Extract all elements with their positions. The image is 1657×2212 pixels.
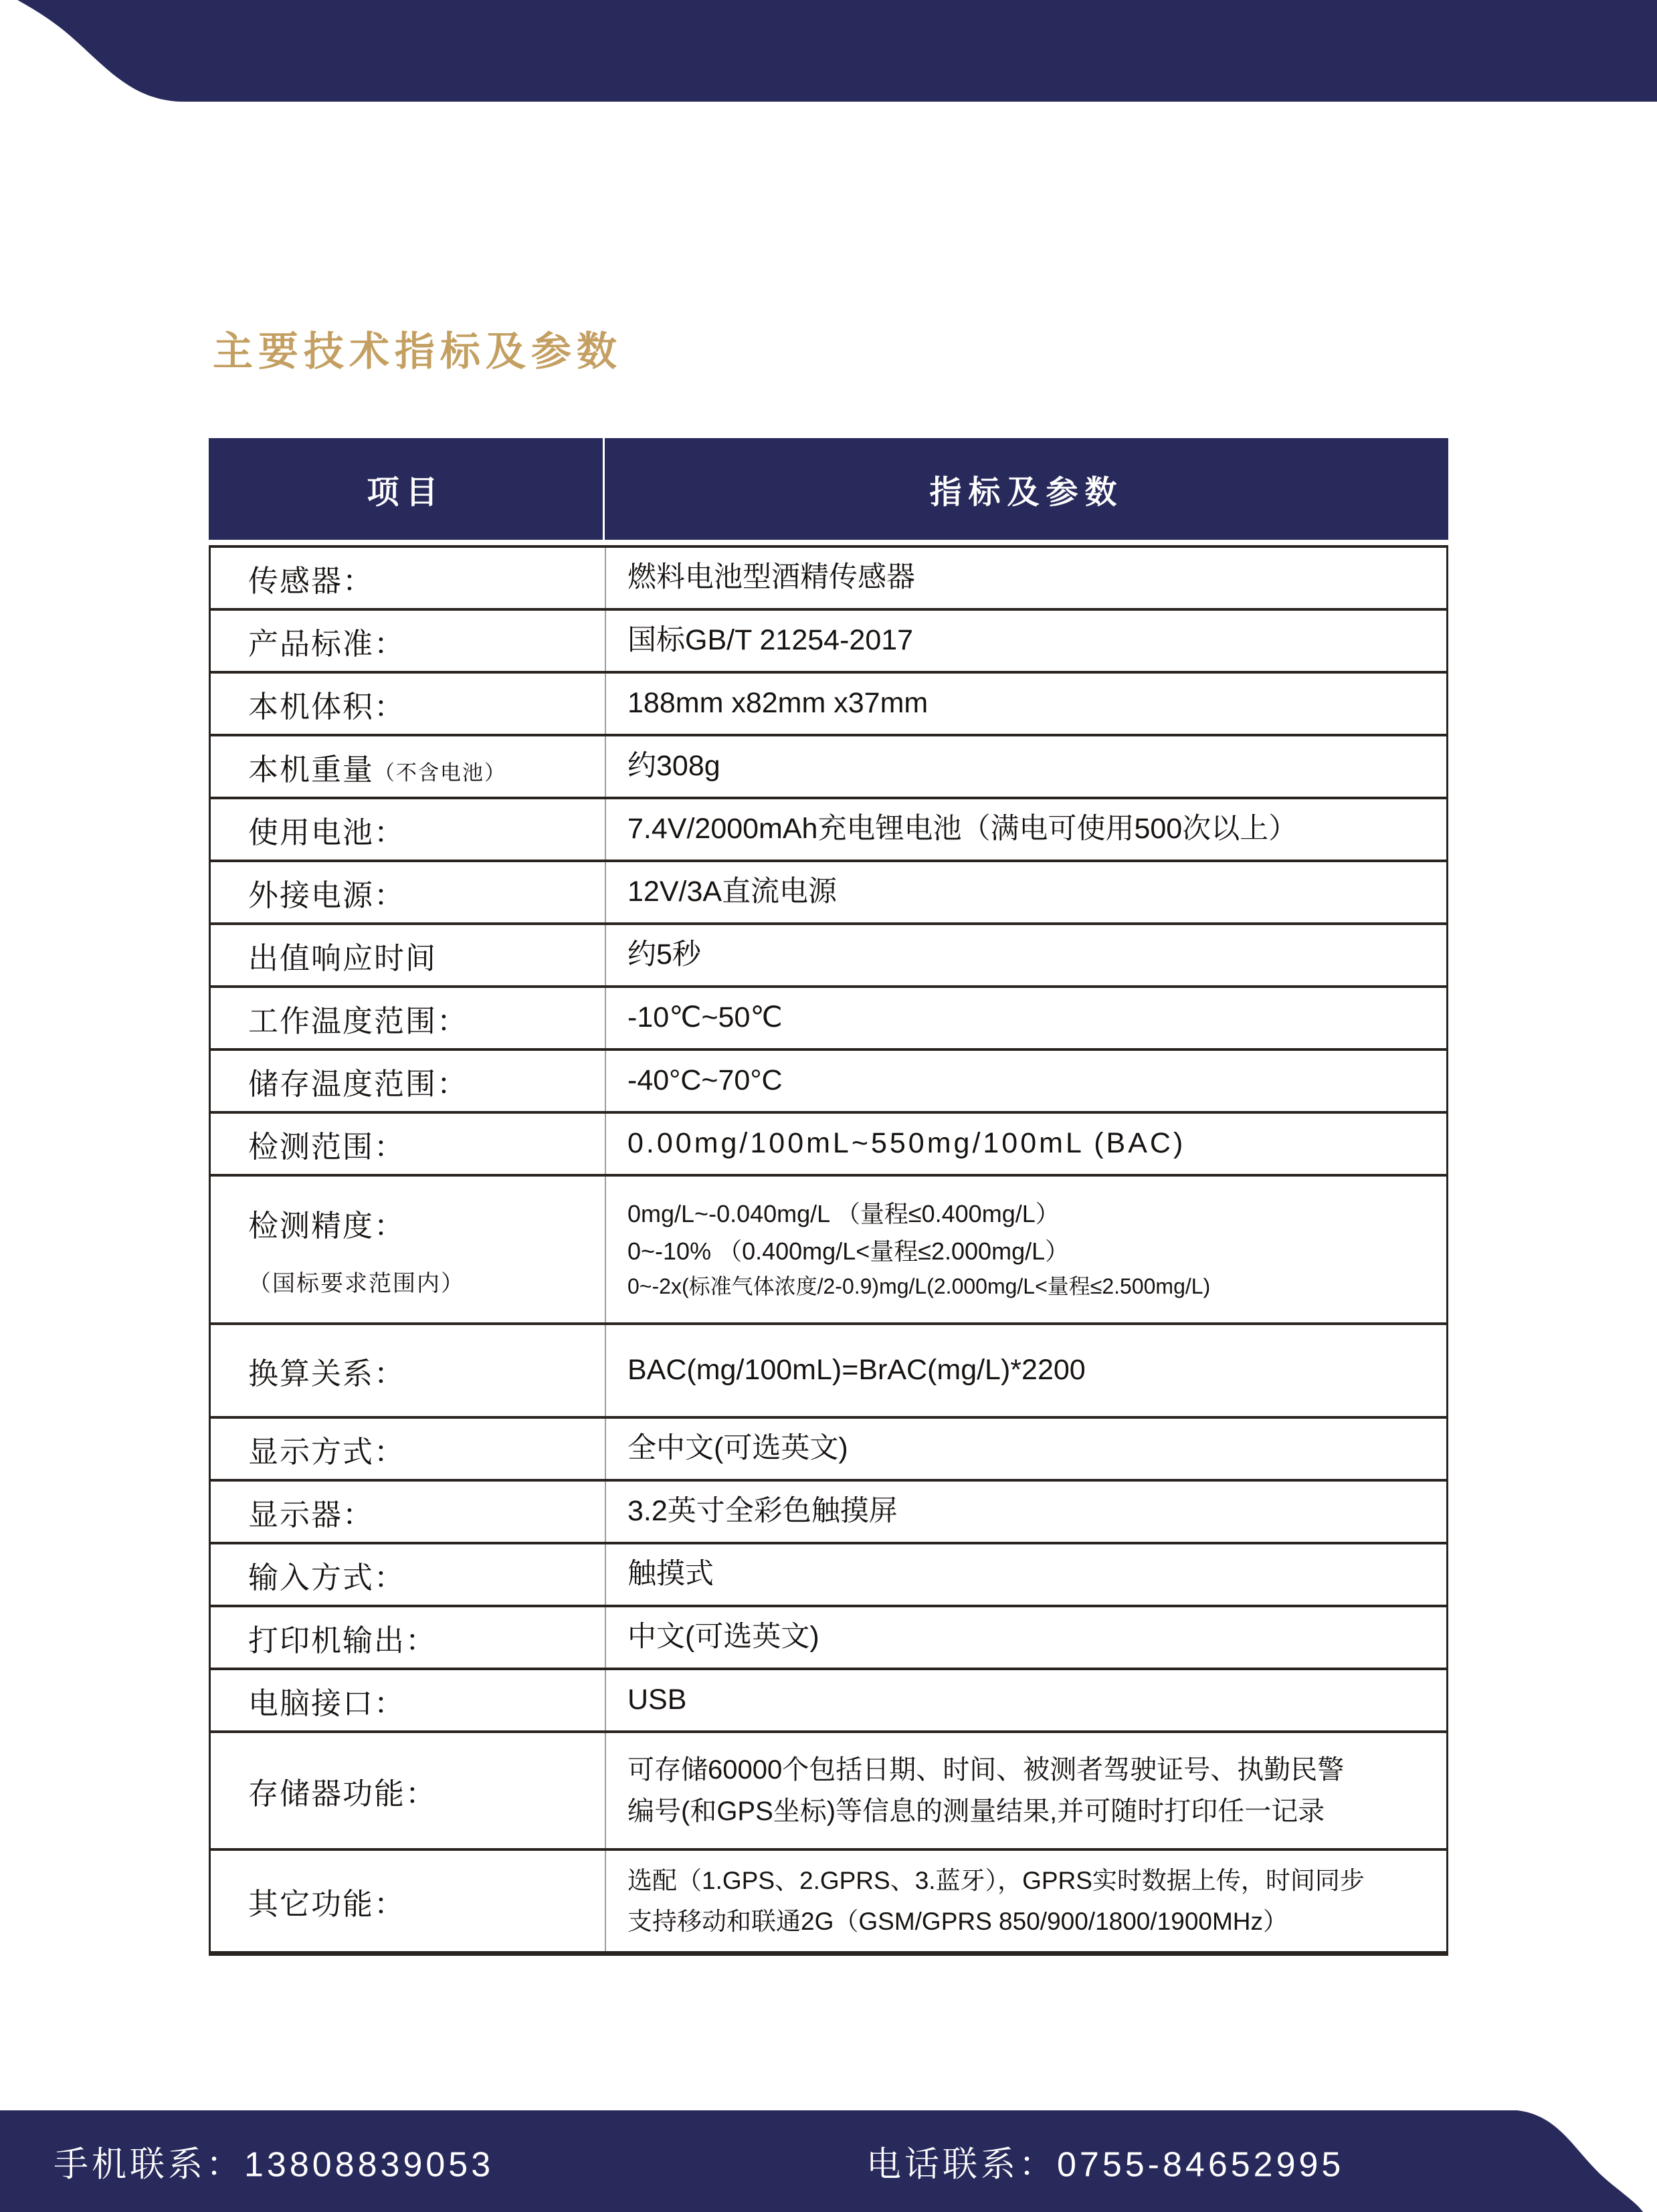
row-value [605,1733,1446,1848]
footer [0,2110,1657,2212]
row-value-line: BAC(mg/100mL)=BrAC(mg/L)*2200 [627,1354,1086,1387]
top-banner-shape [0,0,1657,102]
table-row [211,1607,1446,1670]
row-value-line: 中文(可选英文) [627,1621,819,1653]
row-label: 储存温度范围： [248,1066,469,1101]
row-value [605,1482,1446,1542]
row-value-line: 0.00mg/100mL~550mg/100mL (BAC) [627,1127,1186,1160]
row-value [605,799,1446,860]
table-row [211,1670,1446,1733]
table-row [211,988,1446,1051]
row-label: 使用电池： [248,815,406,849]
header-cell-item: 项目 [209,438,605,540]
page-title: 主要技术指标及参数 [213,329,622,374]
spec-table-body [209,545,1448,1956]
row-label: 显示器： [248,1497,375,1532]
row-label: 换算关系： [248,1356,406,1391]
row-value-line: 国标GB/T 21254-2017 [627,624,914,657]
table-row [211,548,1446,611]
row-value [605,1177,1446,1322]
table-row [211,1419,1446,1482]
table-row [211,611,1446,674]
row-value [605,1670,1446,1730]
row-value [605,674,1446,734]
row-value-line: 0mg/L~-0.040mg/L （量程≤0.400mg/L） [627,1200,1060,1228]
row-label: 产品标准： [248,626,406,661]
row-value-line: 0~-2x(标准气体浓度/2-0.9)mg/L(2.000mg/L<量程≤2.500mg/L) [627,1274,1211,1298]
row-value-line: 约5秒 [627,938,701,971]
row-value [605,1851,1446,1951]
spec-table-header [209,438,1448,540]
row-value [605,1114,1446,1174]
footer-mobile-contact: 手机联系：13808839053 [54,2145,494,2185]
row-label: 其它功能： [248,1886,406,1921]
row-label: 电脑接口： [248,1686,406,1720]
row-value-line: 燃料电池型酒精传感器 [627,561,915,594]
row-value [605,1051,1446,1111]
table-row [211,1051,1446,1114]
row-label: 出值响应时间 [248,940,437,975]
header-cell-parameters: 指标及参数 [929,474,1124,510]
table-row [211,1325,1446,1419]
table-row [211,862,1446,925]
table-row [211,1114,1446,1177]
row-label: 传感器： [248,563,375,598]
table-row [211,736,1446,799]
table-row [211,1482,1446,1544]
table-row [211,1733,1446,1851]
row-label: 存储器功能： [248,1776,437,1811]
row-label: 显示方式： [248,1434,406,1469]
row-value-line: 支持移动和联通2G（GSM/GPRS 850/900/1800/1900MHz） [627,1908,1288,1935]
footer-phone-contact: 电话联系：0755-84652995 [866,2145,1345,2185]
row-value-line: 选配（1.GPS、2.GPRS、3.蓝牙），GPRS实时数据上传，时间同步 [627,1866,1365,1894]
row-value-line: 0~-10% （0.400mg/L<量程≤2.000mg/L） [627,1237,1070,1266]
row-label: 本机体积： [248,689,406,724]
row-value [605,988,1446,1048]
row-value [605,611,1446,671]
row-value-line: 全中文(可选英文) [627,1432,848,1465]
row-value [605,1607,1446,1668]
row-label-note: （不含电池） [374,761,507,785]
row-value-line: 188mm x82mm x37mm [627,687,929,720]
row-label: 输入方式： [248,1560,406,1595]
row-label-note: （国标要求范围内） [248,1271,465,1296]
row-value [605,736,1446,797]
table-row [211,1544,1446,1607]
row-value-line: 3.2英寸全彩色触摸屏 [627,1495,898,1528]
table-row [211,799,1446,862]
spec-table [209,438,1448,1956]
row-value-line: 7.4V/2000mAh充电锂电池（满电可使用500次以上） [627,813,1298,845]
row-value [605,1419,1446,1479]
row-value [605,925,1446,985]
row-value-line: 编号(和GPS坐标)等信息的测量结果,并可随时打印任一记录 [627,1797,1325,1826]
row-label: 工作温度范围： [248,1003,469,1038]
row-value-line: 可存储60000个包括日期、时间、被测者驾驶证号、执勤民警 [627,1755,1345,1785]
row-label: 外接电源： [248,878,406,912]
row-label: 检测精度： （国标要求范围内） [211,1177,605,1322]
row-value-line: 约308g [627,750,720,783]
row-value [605,1544,1446,1605]
row-label: 打印机输出： [248,1623,437,1657]
row-label: 本机重量（不含电池） [248,752,507,787]
row-value-line: -40°C~70°C [627,1064,783,1097]
table-row [211,925,1446,988]
row-value-line: 12V/3A直流电源 [627,876,838,908]
table-row [211,1851,1446,1951]
table-row [211,1177,1446,1325]
row-value-line: USB [627,1684,687,1716]
row-value-line: 触摸式 [627,1558,714,1591]
row-value-line: -10℃~50℃ [627,1001,783,1034]
row-value [605,548,1446,608]
row-label: 检测范围： [248,1129,406,1164]
row-value [605,1325,1446,1416]
row-value [605,862,1446,922]
table-row [211,674,1446,736]
